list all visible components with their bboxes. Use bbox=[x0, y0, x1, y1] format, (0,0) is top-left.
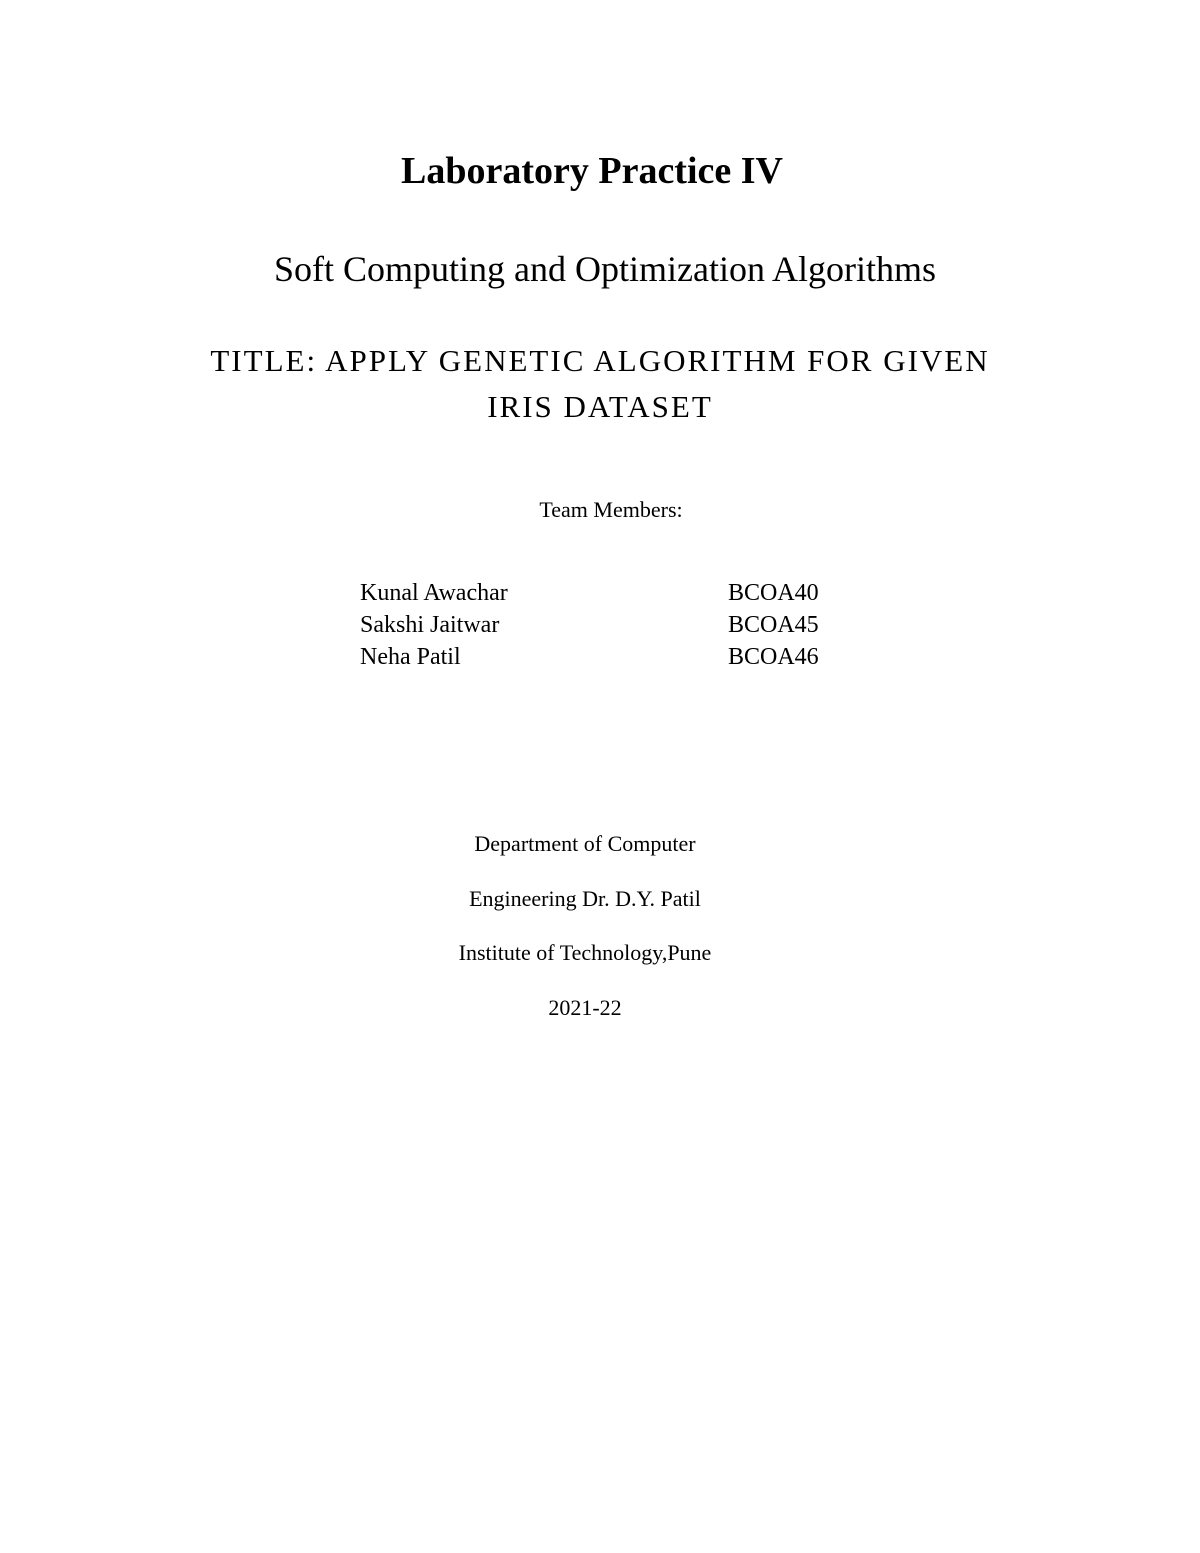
member-name: Sakshi Jaitwar bbox=[360, 612, 500, 638]
member-name: Kunal Awachar bbox=[360, 580, 508, 606]
affiliation-institute: Institute of Technology,Pune bbox=[458, 940, 712, 965]
subtitle: Soft Computing and Optimization Algorithms bbox=[274, 249, 936, 289]
team-member-list bbox=[360, 577, 880, 673]
document-title bbox=[0, 338, 1200, 430]
team-heading: Team Members: bbox=[539, 497, 683, 522]
affiliation-department: Department of Computer bbox=[474, 831, 696, 856]
document-title-line-2: IRIS DATASET bbox=[487, 389, 713, 424]
member-name: Neha Patil bbox=[360, 644, 461, 670]
member-id: BCOA46 bbox=[728, 644, 819, 670]
team-member-row bbox=[360, 641, 880, 673]
team-member-row bbox=[360, 609, 880, 641]
document-title-line-1: TITLE: APPLY GENETIC ALGORITHM FOR GIVEN bbox=[210, 343, 990, 378]
academic-year: 2021-22 bbox=[548, 995, 622, 1020]
main-title: Laboratory Practice IV bbox=[401, 150, 783, 192]
member-id: BCOA45 bbox=[728, 612, 819, 638]
team-member-row bbox=[360, 577, 880, 609]
member-id: BCOA40 bbox=[728, 580, 819, 606]
affiliation-college: Engineering Dr. D.Y. Patil bbox=[469, 886, 701, 911]
